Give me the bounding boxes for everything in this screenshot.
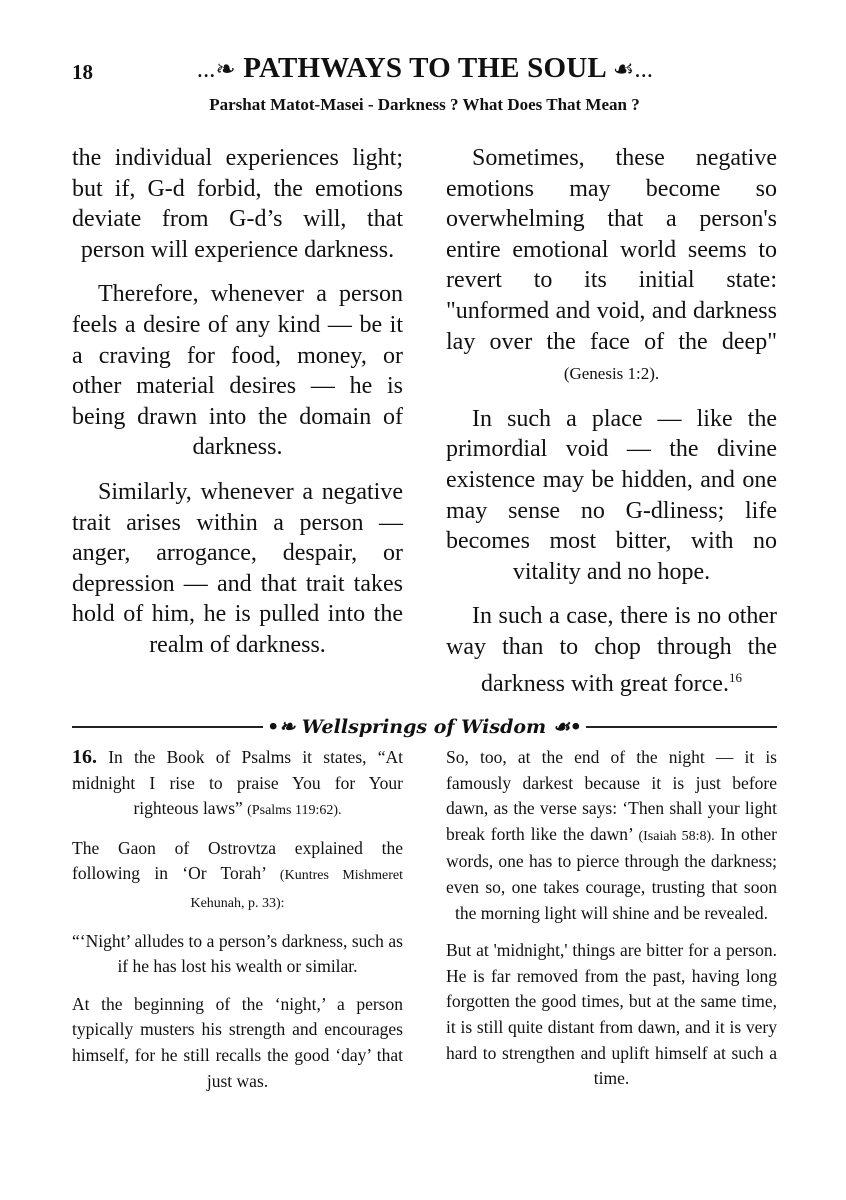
citation: (Genesis 1:2).	[563, 364, 660, 384]
book-title: PATHWAYS TO THE SOUL	[243, 52, 606, 84]
footnote-paragraph: At the beginning of the ‘night,’ a person typically musters his strength and encourages himself, for he still recalls the good ‘day’ that just was.	[72, 993, 403, 1091]
citation: (Kuntres Mishmeret Kehunah, p. 33):	[190, 868, 403, 911]
ornament-left-icon: ...❧	[196, 57, 236, 83]
body-column-left	[72, 143, 403, 675]
paragraph	[446, 143, 777, 390]
footnote-text: In the Book of Psalms it states, “At midnight I rise to praise You for Your righteous laws”	[72, 747, 403, 819]
body-column-right	[446, 143, 777, 713]
footnote-divider	[72, 712, 777, 742]
paragraph: Similarly, whenever a negative trait arises within a person — anger, arrogance, despair, or depression — and that trait takes hold of him, he is pulled into the realm of darkness.	[72, 478, 403, 658]
divider-title-text: Wellsprings of Wisdom	[301, 716, 547, 738]
footnote-paragraph: “‘Night’ alludes to a person’s darkness, such as if he has lost his wealth or similar.	[72, 930, 403, 977]
divider-line	[586, 726, 777, 728]
paragraph: Therefore, whenever a person feels a desire of any kind — be it a craving for food, money, or other material desires — he is being drawn into the domain of darkness.	[72, 281, 403, 461]
footnote-text: In other words, one has to pierce through the darkness; even so, one takes courage, trusting that soon the morning light will shine and be revealed.	[446, 823, 777, 923]
footnote-paragraph	[72, 836, 403, 917]
divider-line	[72, 726, 263, 728]
citation: (Psalms 119:62).	[247, 803, 342, 819]
footnote-column-right	[446, 745, 777, 1104]
chapter-subtitle: Parshat Matot-Masei - Darkness ? What Does That Mean ?	[209, 95, 640, 114]
ornament-right-icon: ☙...	[612, 57, 654, 83]
footnote-paragraph	[446, 745, 777, 926]
running-header	[130, 52, 720, 85]
footnote-ref[interactable]: 16	[728, 669, 742, 685]
footnote-column-left	[72, 745, 403, 1106]
footnote-number: 16.	[72, 746, 97, 768]
footnote-text: So, too, at the end of the night — it is famously darkest because it is just before dawn, as the verse says: ‘Then shall your light break forth like the dawn’	[446, 747, 777, 844]
citation: (Isaiah 58:8).	[638, 828, 715, 844]
page-number: 18	[72, 60, 93, 84]
divider-title	[263, 716, 586, 738]
paragraph: In such a place — like the primordial void — the divine existence may be hidden, and one may sense no G-dliness; life becomes most bitter, with no vitality and no hope.	[446, 405, 777, 585]
footnote-paragraph	[72, 745, 403, 824]
paragraph	[446, 601, 777, 699]
footnote-text: The Gaon of Ostrovtza explained the following in ‘Or Torah’	[72, 837, 403, 884]
ornament-right-icon: ☙•	[552, 716, 582, 738]
paragraph-text: In such a case, there is no other way than to chop through the darkness with great force.	[446, 603, 777, 697]
paragraph-text: Sometimes, these negative emotions may become so overwhelming that a person's entire emotional world seems to revert to its initial state: "unformed and void, and darkness lay over the face of the deep"	[446, 145, 777, 355]
ornament-left-icon: •❧	[267, 716, 296, 738]
paragraph: the individual experiences light; but if, G-d forbid, the emotions deviate from G-d’s will, that person will experience darkness.	[72, 145, 403, 263]
footnote-paragraph: But at 'midnight,' things are bitter for a person. He is far removed from the past, having long forgotten the good times, but at the same time, it is still quite distant from dawn, and it is very hard to strengthen and uplift himself at such a time.	[446, 940, 777, 1089]
